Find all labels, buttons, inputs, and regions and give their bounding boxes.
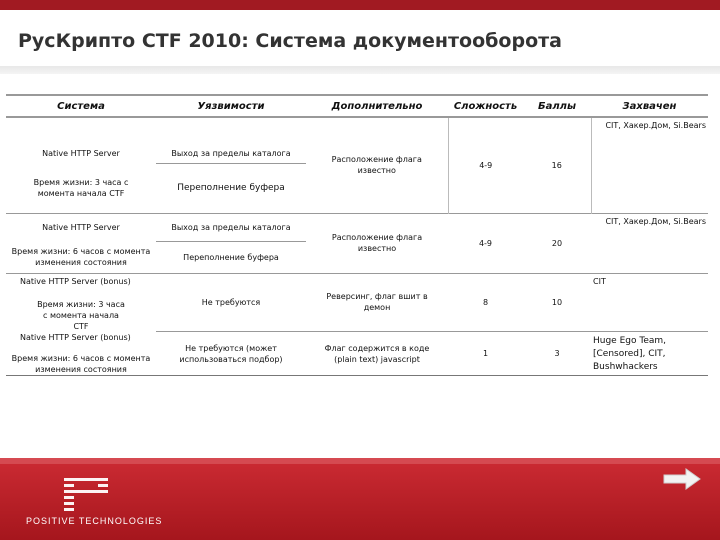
row2-points: 20 [523,213,591,273]
results-table [6,94,708,376]
row4-points: 3 [523,332,591,376]
footer-highlight [0,458,720,464]
row1-difficulty: 4-9 [448,117,523,213]
logo-mark-icon [64,478,108,512]
row1-captured: CIT, Хакер.Дом, Si.Bears [591,117,708,213]
row2-vuln2: Переполнение буфера [156,241,306,273]
row4-vuln: Не требуются (может использоваться подбор) [156,332,306,376]
header-vulnerabilities: Уязвимости [156,95,306,117]
row1-extra: Расположение флага известно [331,155,422,176]
header-difficulty: Сложность [448,95,523,117]
row2-extra: Расположение флага известно [306,213,448,273]
logo-text: POSITIVE TECHNOLOGIES [26,516,163,526]
row2-captured: CIT, Хакер.Дом, Si.Bears [591,213,708,273]
row1-lifetime: Время жизни: 3 часа с момента начала CTF [33,177,129,198]
table-header-row [6,95,708,117]
row4-extra: Флаг содержится в коде (plain text) javascript [306,332,448,376]
header-points: Баллы [523,95,591,117]
header-extra: Дополнительно [306,95,448,117]
row3-system: Native HTTP Server (bonus) [20,276,131,286]
table-row [6,332,708,376]
row3-points: 10 [523,273,591,332]
row2-system: Native HTTP Server [6,213,156,241]
row4-captured: Huge Ego Team, [Censored], CIT, Bushwhackers [591,332,708,376]
row3-lifetime: Время жизни: 3 часа с момента начала CTF [37,299,125,331]
row2-lifetime: Время жизни: 6 часов с момента изменения состояния [11,246,151,267]
row3-difficulty: 8 [448,273,523,332]
row2-vuln1: Выход за пределы каталога [156,213,306,241]
row1-vuln2: Переполнение буфера [156,163,306,213]
row4-system: Native HTTP Server (bonus) [20,332,131,342]
row4-difficulty: 1 [448,332,523,376]
row3-extra: Реверсинг, флаг вшит в демон [306,273,448,332]
row2-difficulty: 4-9 [448,213,523,273]
title-divider [0,66,720,74]
row3-vuln: Не требуются [156,273,306,332]
table-row [6,273,708,332]
table-row [6,213,708,241]
top-accent-bar [0,0,720,10]
arrow-right-icon[interactable] [662,468,702,490]
header-captured: Захвачен [591,95,708,117]
row1-vuln1: Выход за пределы каталога [171,148,291,158]
row4-system-block [6,332,156,376]
footer-bar [0,458,720,540]
row3-captured: CIT [591,273,708,332]
row1-system: Native HTTP Server [42,149,120,158]
page-title: РусКрипто CTF 2010: Система документооборота [18,30,562,52]
header-system: Система [6,95,156,117]
row4-lifetime: Время жизни: 6 часов с момента изменения состояния [11,353,151,374]
table-row [6,117,708,163]
row3-system-block [6,273,156,332]
row1-points: 16 [551,160,562,170]
